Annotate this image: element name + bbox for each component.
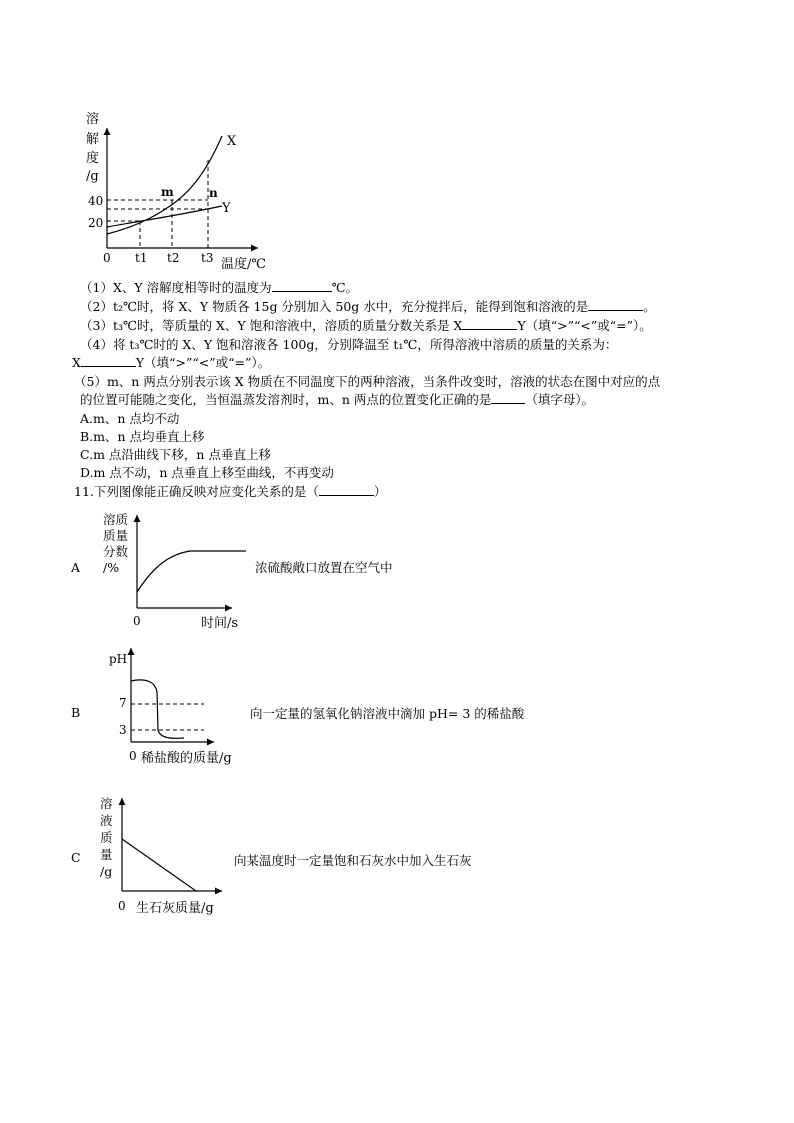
graph-c-x-label: 生石灰质量/g [136, 901, 214, 916]
curve-x-label: X [227, 134, 237, 149]
graph-b-x-label: 稀盐酸的质量/g [141, 751, 232, 766]
graph-c-line [122, 839, 196, 891]
y-axis-label-char: 溶 [86, 112, 100, 127]
curve-y-label: Y [222, 201, 231, 216]
q10-option-d: D.m 点不动，n 点垂直上移至曲线，不再变动 [80, 465, 334, 480]
graph-a-y-label: 溶质 质量 分数 /% [103, 512, 129, 575]
y-tick-3: 3 [119, 723, 127, 737]
origin-label: 0 [129, 749, 137, 763]
q10-option-b: B.m、n 点均垂直上移 [80, 429, 205, 444]
option-a-letter: A [71, 560, 81, 575]
graph-b-y-label: pH [109, 652, 128, 666]
graph-c-y-label: 溶 液 质 量 /g [100, 796, 113, 879]
x-tick-t1: t1 [135, 251, 148, 265]
q11-stem: 11.下列图像能正确反映对应变化关系的是（ ） [74, 484, 387, 499]
q10-option-c: C.m 点沿曲线下移，n 点垂直上移 [80, 447, 271, 462]
option-a-description: 浓硫酸敞口放置在空气中 [255, 560, 393, 575]
q10-part4-line1: （4）将 t₃℃时的 X、Y 饱和溶液各 100g，分别降温至 t₁℃，所得溶液中溶质的质量的关系为： [80, 337, 618, 352]
q10-option-a: A.m、n 点均不动 [80, 411, 180, 426]
q10-part4-line2: X Y（填“>”“<”或“=”）。 [72, 355, 271, 370]
y-tick-7: 7 [119, 696, 127, 710]
y-tick-40: 40 [88, 194, 104, 208]
q10-part3: （3）t₃℃时，等质量的 X、Y 饱和溶液中，溶质的质量分数关系是 X Y（填“>”“<”或“=”）。 [80, 318, 652, 333]
q10-part5-line1: （5）m、n 两点分别表示该 X 物质在不同温度下的两种溶液，当条件改变时，溶液的状态在图中对应的点 [74, 374, 661, 389]
origin-label: 0 [133, 614, 141, 628]
x-tick-t2: t2 [167, 251, 180, 265]
origin-label: 0 [118, 899, 126, 913]
option-b-description: 向一定量的氢氧化钠溶液中滴加 pH= 3 的稀盐酸 [250, 706, 525, 721]
option-b-letter: B [71, 705, 81, 720]
option-c-letter: C [71, 850, 81, 865]
q10-part5-line2: 的位置可能随之变化，当恒温蒸发溶剂时，m、n 两点的位置变化正确的是 （填字母）。 [80, 392, 595, 407]
y-axis-label-char: 解 [86, 132, 100, 147]
origin-label: 0 [103, 251, 111, 265]
point-n-label: n [209, 186, 218, 200]
x-tick-t3: t3 [201, 251, 214, 265]
point-m-label: m [161, 185, 174, 199]
y-axis-label-char: /g [86, 169, 99, 184]
x-axis-label: 温度/℃ [221, 257, 266, 272]
y-tick-20: 20 [88, 216, 104, 230]
q10-part2: （2）t₂℃时，将 X、Y 物质各 15g 分别加入 50g 水中，充分搅拌后，能得到饱和溶液的是 。 [80, 299, 656, 314]
y-axis-label-char: 度 [86, 151, 100, 166]
q10-part1: （1）X、Y 溶解度相等时的温度为 ℃。 [80, 280, 359, 295]
graph-a-x-label: 时间/s [201, 616, 239, 631]
option-c-description: 向某温度时一定量饱和石灰水中加入生石灰 [234, 853, 472, 868]
